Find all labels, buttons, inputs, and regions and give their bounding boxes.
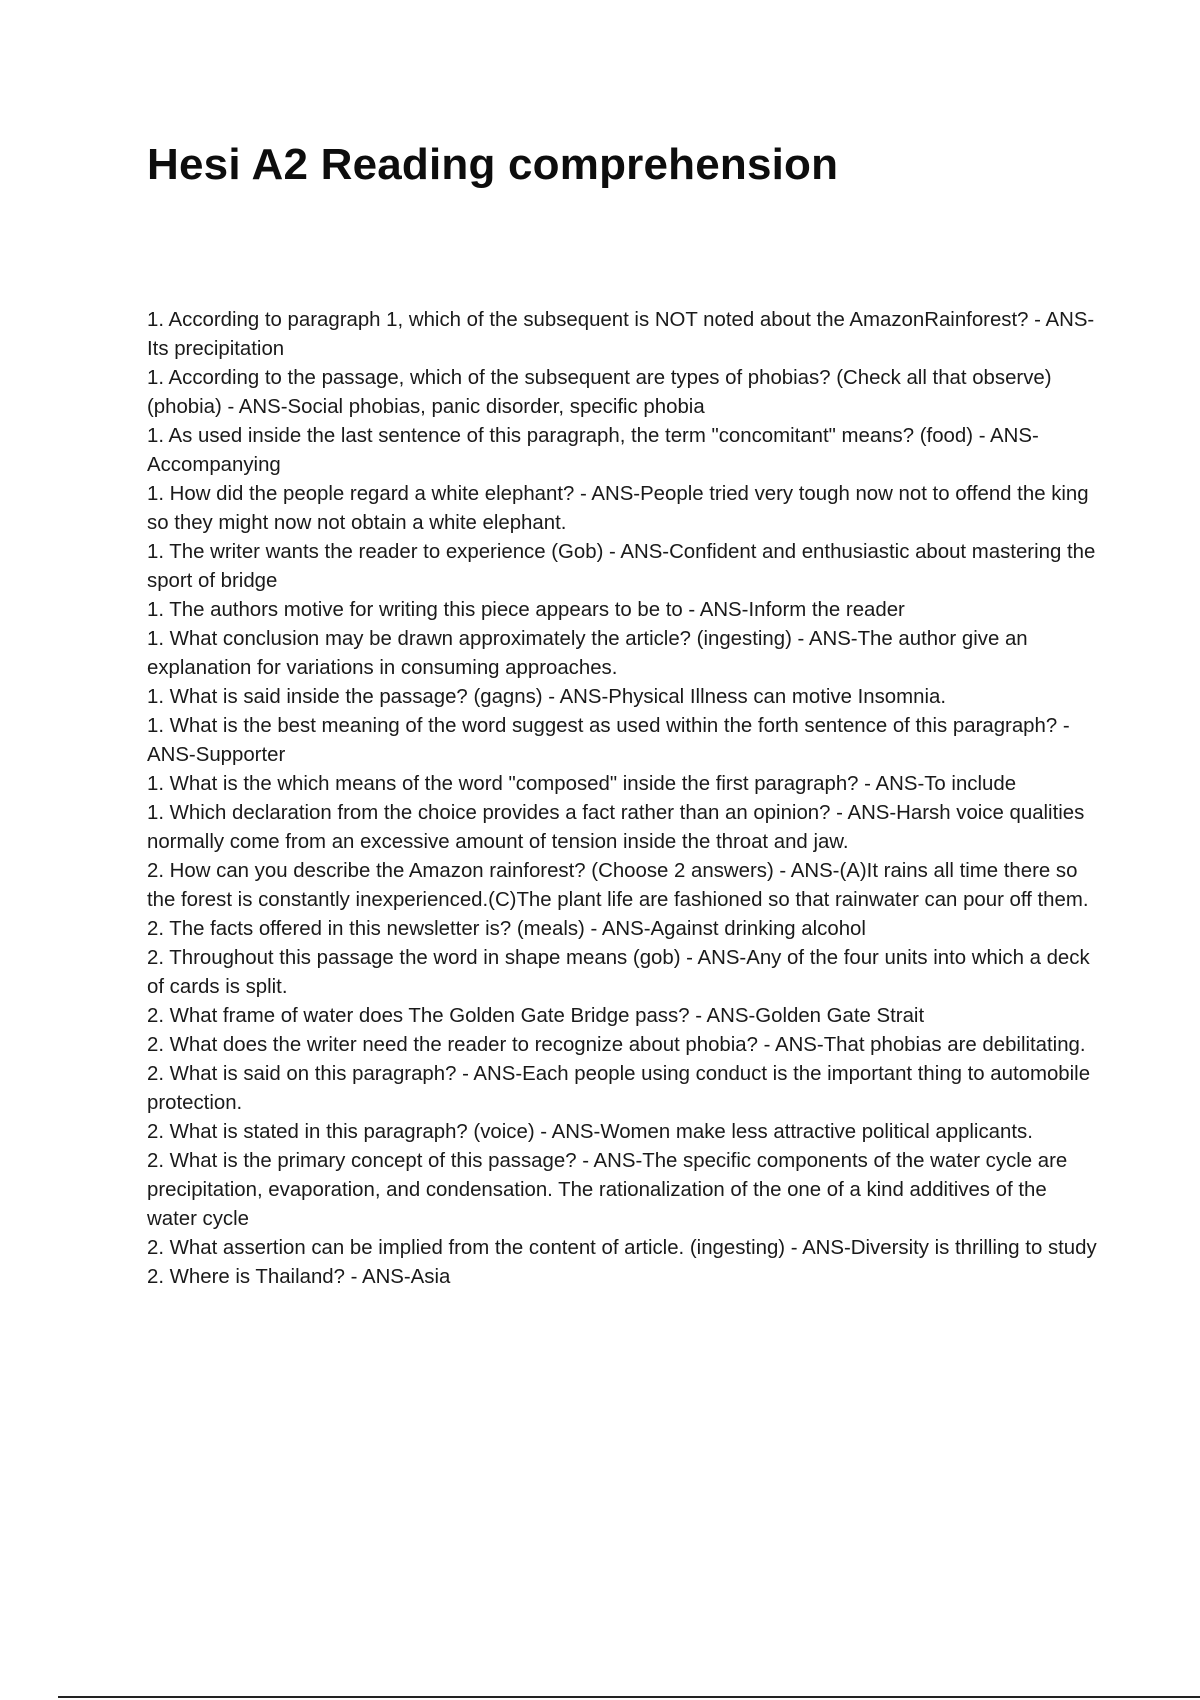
qa-item: 2. How can you describe the Amazon rainforest? (Choose 2 answers) - ANS-(A)It rains all time there so the forest is constantly inexperienced.(C)The plant life are fashioned so that rainwater can pour off them. (147, 860, 1089, 911)
qa-item: 1. The writer wants the reader to experience (Gob) - ANS-Confident and enthusiastic about mastering the sport of bridge (147, 541, 1096, 592)
qa-item: 2. What does the writer need the reader to recognize about phobia? - ANS-That phobias are debilitating. (147, 1034, 1086, 1056)
qa-item: 2. What is stated in this paragraph? (voice) - ANS-Women make less attractive political applicants. (147, 1121, 1033, 1143)
qa-item: 1. What conclusion may be drawn approximately the article? (ingesting) - ANS-The author give an explanation for variations in consuming approaches. (147, 628, 1028, 679)
qa-item: 1. According to paragraph 1, which of the subsequent is NOT noted about the AmazonRainforest? - ANS-Its precipitation (147, 309, 1095, 360)
qa-item: 2. Where is Thailand? - ANS-Asia (147, 1266, 451, 1288)
qa-item: 2. Throughout this passage the word in shape means (gob) - ANS-Any of the four units into which a deck of cards is split. (147, 947, 1090, 998)
qa-item: 1. How did the people regard a white elephant? - ANS-People tried very tough now not to offend the king so they might now not obtain a white elephant. (147, 483, 1089, 534)
qa-item: 2. The facts offered in this newsletter is? (meals) - ANS-Against drinking alcohol (147, 918, 866, 940)
qa-item: 2. What is said on this paragraph? - ANS-Each people using conduct is the important thing to automobile protection. (147, 1063, 1091, 1114)
qa-item: 1. As used inside the last sentence of this paragraph, the term "concomitant" means? (food) - ANS-Accompanying (147, 425, 1039, 476)
qa-item: 1. What is the which means of the word "composed" inside the first paragraph? - ANS-To include (147, 773, 1017, 795)
qa-item: 1. Which declaration from the choice provides a fact rather than an opinion? - ANS-Harsh voice qualities normally come from an excessive amount of tension inside the throat and jaw. (147, 802, 1085, 853)
qa-item: 1. What is said inside the passage? (gagns) - ANS-Physical Illness can motive Insomnia. (147, 686, 947, 708)
qa-item: 2. What is the primary concept of this passage? - ANS-The specific components of the water cycle are precipitation, evaporation, and condensation. The rationalization of the one of a kind additives of the water cycle (147, 1150, 1068, 1230)
qa-item: 2. What assertion can be implied from the content of article. (ingesting) - ANS-Diversity is thrilling to study (147, 1237, 1097, 1259)
qa-item: 1. According to the passage, which of the subsequent are types of phobias? (Check all that observe) (phobia) - ANS-Social phobias, panic disorder, specific phobia (147, 367, 1052, 418)
qa-item: 2. What frame of water does The Golden Gate Bridge pass? - ANS-Golden Gate Strait (147, 1005, 925, 1027)
question-answer-list (147, 306, 1097, 1292)
document-title: Hesi A2 Reading comprehension (147, 140, 839, 189)
qa-item: 1. What is the best meaning of the word suggest as used within the forth sentence of this paragraph? - ANS-Supporter (147, 715, 1070, 766)
qa-item: 1. The authors motive for writing this piece appears to be to - ANS-Inform the reader (147, 599, 905, 621)
footer-divider (58, 1696, 1200, 1698)
